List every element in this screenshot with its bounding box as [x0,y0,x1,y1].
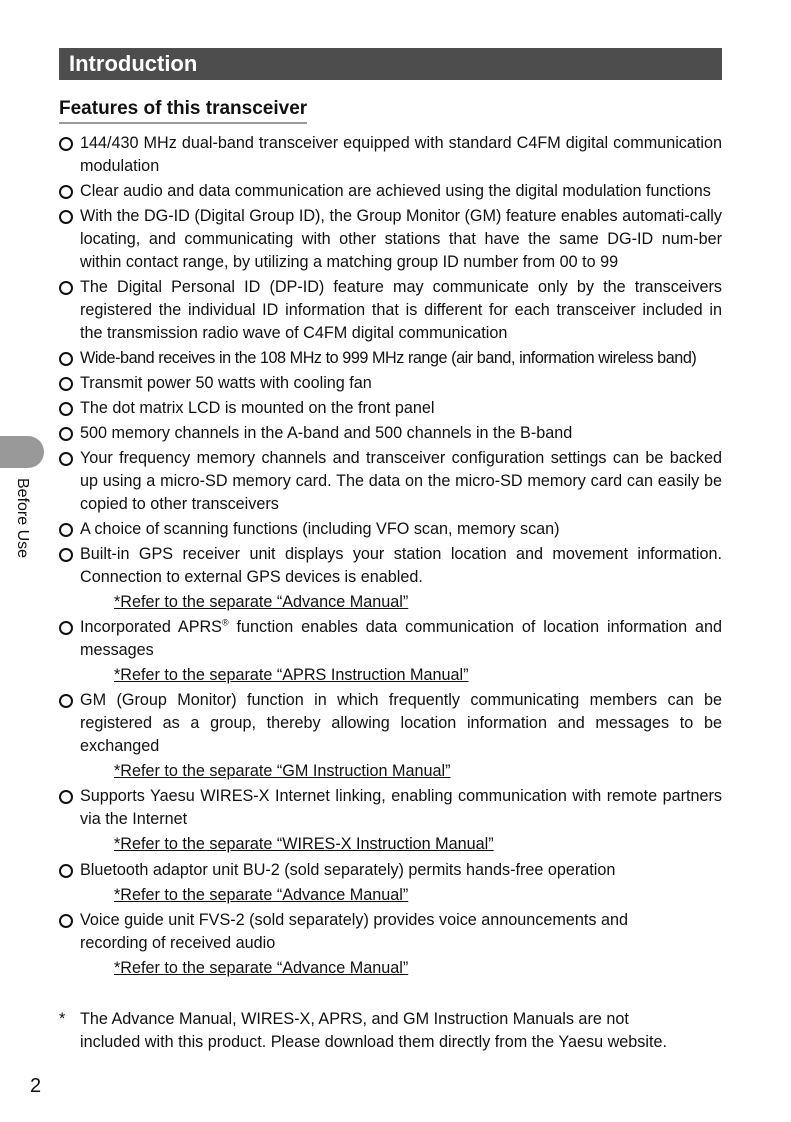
bullet-circle-icon [59,427,73,441]
feature-text: With the DG-ID (Digital Group ID), the Group Monitor (GM) feature enables automati-cally locating, and communicating with other stations that have the same DG-ID num-ber within contact range, by utilizing a matching group ID number from 00 to 99 [80,207,722,271]
feature-text: 500 memory channels in the A-band and 500 channels in the B-band [80,424,573,443]
chapter-tab [0,436,44,468]
feature-text: Supports Yaesu WIRES-X Internet linking, enabling communication with remote partners via the Internet [80,787,722,829]
feature-text-start: Incorporated APRS [80,618,222,637]
manual-reference-note: *Refer to the separate “Advance Manual” [114,885,409,904]
bullet-circle-icon [59,548,73,562]
feature-text: Clear audio and data communication are achieved using the digital modulation functions [80,182,711,200]
feature-text: Built-in GPS receiver unit displays your station location and movement information. Connection to external GPS devices is enabled. [80,545,722,587]
manual-reference-note: *Refer to the separate “WIRES-X Instruction Manual” [114,835,494,854]
feature-text: Wide-band receives in the 108 MHz to 999 MHz range (air band, information wireless band) [80,348,697,367]
feature-item [59,447,722,516]
chapter-tab-label: Before Use [14,478,31,559]
feature-item [59,518,722,541]
bullet-circle-icon [59,210,73,224]
feature-item [59,909,722,980]
feature-text: The Digital Personal ID (DP-ID) feature may communicate only by the transceivers registered the individual ID information that is different for each transceiver included in the transmission radio wave of C4FM digital communication [80,278,722,342]
footnote [59,1008,722,1054]
feature-item [59,689,722,783]
bullet-circle-icon [59,621,73,635]
feature-item [59,132,722,178]
feature-text: Bluetooth adaptor unit BU-2 (sold separately) permits hands-free operation [80,860,616,879]
registered-mark: ® [221,617,229,628]
bullet-circle-icon [59,790,73,804]
feature-text: Voice guide unit FVS-2 (sold separately) provides voice announcements and recording of received audio [80,910,628,952]
feature-item [59,397,722,420]
page-number: 2 [30,1075,42,1097]
section-header-bar [59,48,722,80]
feature-list [59,132,722,982]
bullet-circle-icon [59,185,73,199]
manual-reference-note: *Refer to the separate “APRS Instruction Manual” [114,666,469,685]
feature-text: 144/430 MHz dual-band transceiver equipped with standard C4FM digital communication modulation [80,134,722,175]
bullet-circle-icon [59,864,73,878]
bullet-circle-icon [59,914,73,928]
feature-text: Transmit power 50 watts with cooling fan [80,374,372,392]
features-heading: Features of this transceiver [59,96,307,124]
bullet-circle-icon [59,694,73,708]
feature-text: The dot matrix LCD is mounted on the front panel [80,399,435,418]
feature-item [59,543,722,614]
feature-text: Your frequency memory channels and transceiver configuration settings can be backed up using a micro-SD memory card. The data on the micro-SD memory card can easily be copied to other transceivers [80,449,722,514]
footnote-marker: * [59,1010,66,1028]
footnote-text: The Advance Manual, WIRES-X, APRS, and GM Instruction Manuals are not included with this product. Please download them directly from the Yaesu website. [80,1010,667,1051]
manual-reference-note: *Refer to the separate “Advance Manual” [114,593,409,612]
feature-text: GM (Group Monitor) function in which frequently communicating members can be registered as a group, thereby allowing location information and messages to be exchanged [80,691,722,756]
feature-text: A choice of scanning functions (including VFO scan, memory scan) [80,520,560,539]
feature-item [59,372,722,395]
bullet-circle-icon [59,352,73,366]
feature-item [59,785,722,856]
section-header-title: Introduction [69,51,198,76]
feature-item [59,276,722,345]
feature-item [59,422,722,445]
feature-item [59,205,722,274]
feature-item [59,859,722,907]
manual-reference-note: *Refer to the separate “GM Instruction Manual” [114,762,451,781]
feature-item [59,347,722,370]
bullet-circle-icon [59,523,73,537]
feature-item [59,616,722,687]
bullet-circle-icon [59,281,73,295]
feature-item [59,180,722,203]
manual-reference-note: *Refer to the separate “Advance Manual” [114,958,409,977]
feature-text [80,618,722,659]
feature-text-end: function enables data communication of location information and messages [80,618,722,660]
bullet-circle-icon [59,377,73,391]
bullet-circle-icon [59,137,73,151]
bullet-circle-icon [59,452,73,466]
bullet-circle-icon [59,402,73,416]
